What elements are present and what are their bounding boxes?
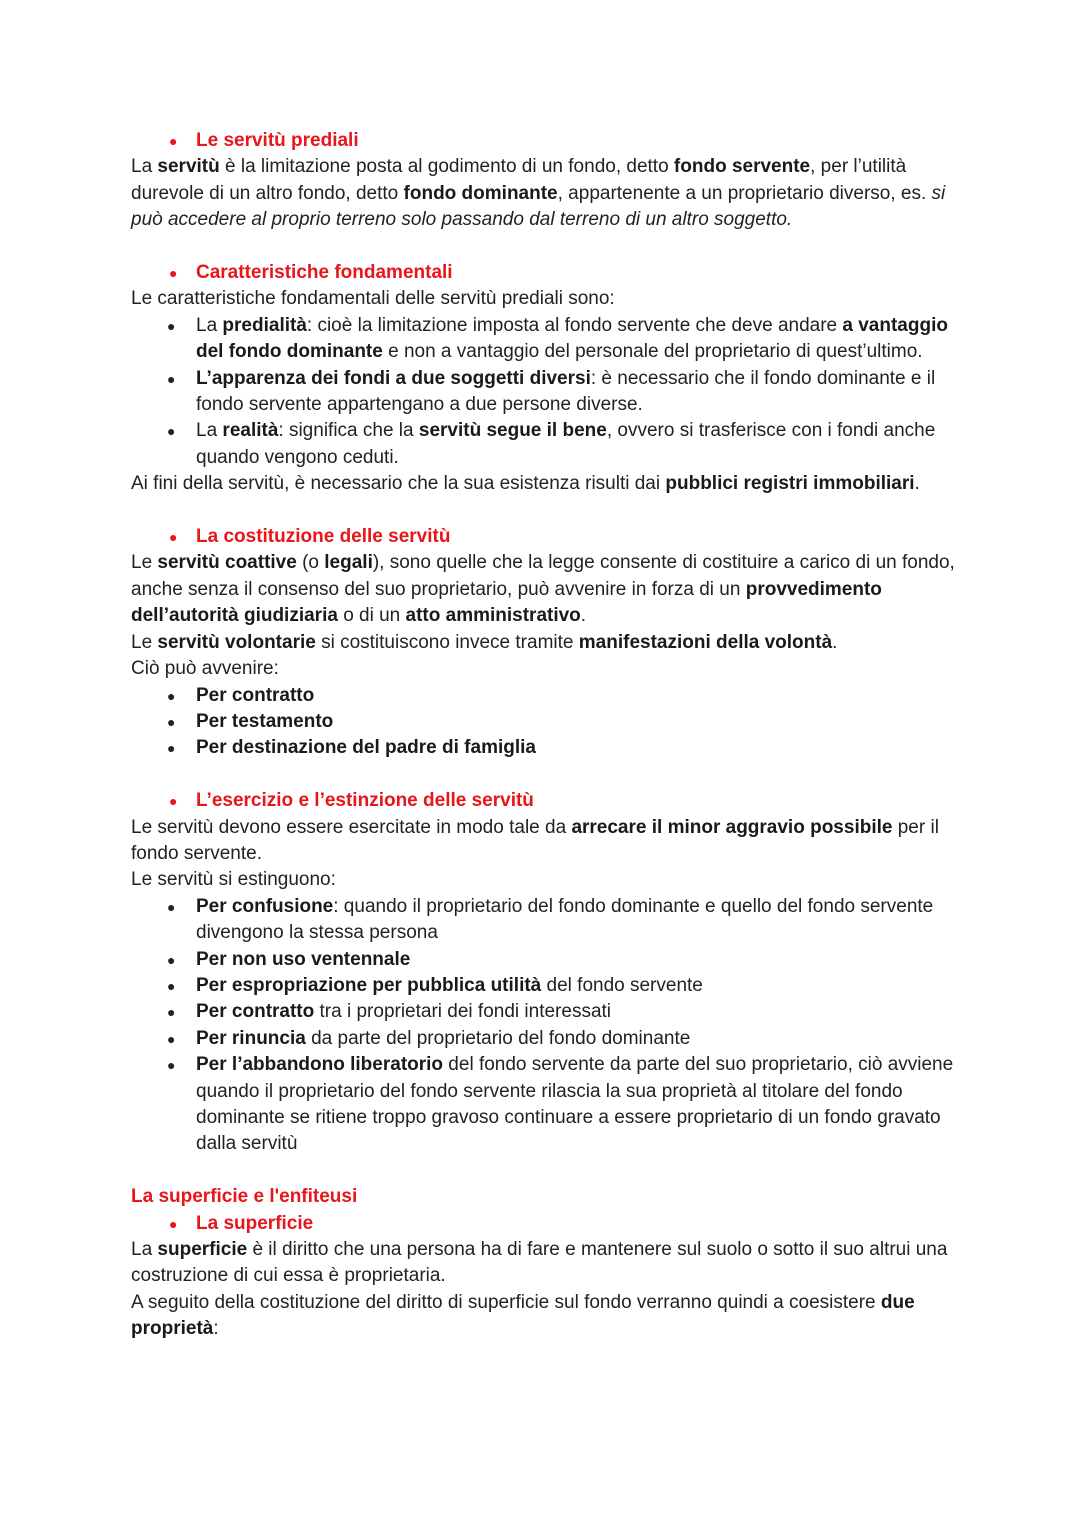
text-run: La [196,420,223,442]
bullet-icon: ● [167,977,176,994]
bullet-icon: ● [169,133,178,149]
bullet-list [131,313,961,471]
bold-text: L’apparenza dei fondi a due soggetti diversi [196,367,591,389]
bold-text: Per espropriazione per pubblica utilità [196,974,542,996]
bullet-icon: ● [169,793,178,810]
bold-text: manifestazioni della volontà [578,631,833,653]
section-heading [131,260,961,286]
text-run: Le [131,552,158,574]
bold-text: Per rinuncia [196,1027,306,1049]
bold-text: atto amministrativo [405,605,581,627]
text-run: , appartenente a un proprietario diverso, es. [557,182,932,204]
section-heading-text: Caratteristiche fondamentali [196,262,453,284]
text-run: e non a vantaggio del personale del proprietario di quest’ultimo. [382,341,923,363]
paragraph [131,1237,961,1290]
text-run: , ovvero si trasferisce con i fondi anche quando vengono ceduti. [196,420,936,468]
section-heading-text: L’esercizio e l’estinzione delle servitù [196,790,534,812]
bold-text: pubblici registri immobiliari [665,473,915,495]
list-item [131,709,961,735]
text-run: è il diritto che una persona ha di fare e mantenere sul suolo o sotto il suo altrui una costruzione di cui essa è proprietaria. [131,1239,948,1287]
spacer [131,762,961,788]
bullet-icon: ● [167,1030,176,1047]
bold-text: predialità [222,314,307,336]
bullet-icon: ● [167,687,176,704]
bold-text: Per testamento [196,710,334,732]
section-heading-text: La costituzione delle servitù [196,526,451,548]
bullet-icon: ● [167,1004,176,1021]
list-item [131,1052,961,1158]
section-heading [131,128,961,154]
text-run: La [196,314,223,336]
bullet-icon: ● [167,423,176,440]
bold-text: Per contratto [196,684,315,706]
text-run: Le servitù devono essere esercitate in modo tale da [131,816,572,838]
paragraph [131,550,961,629]
text-run: del fondo servente [541,974,703,996]
bold-text: due proprietà [131,1291,915,1340]
list-item [131,735,961,761]
bullet-icon: ● [167,317,176,334]
text-run: , per l’utilità durevole di un altro fondo, detto [131,156,907,204]
spacer [131,1158,961,1184]
text-run: da parte del proprietario del fondo dominante [305,1027,691,1049]
bold-text: provvedimento dell’autorità giudiziaria [131,578,882,627]
bullet-icon: ● [167,898,176,915]
bullet-list [131,683,961,762]
bullet-list [131,894,961,1158]
spacer [131,234,961,260]
bullet-icon: ● [169,1215,178,1232]
bold-text: realità [222,420,279,442]
paragraph [131,630,961,656]
bold-text: legali [324,552,373,574]
text-run: : [213,1318,219,1340]
bold-text: Per non uso ventennale [196,948,411,970]
text-run: . [832,631,838,653]
list-item [131,313,961,366]
bullet-icon: ● [169,265,178,282]
text-run: si costituiscono invece tramite [315,631,579,653]
text-run: (o [296,552,325,574]
text-run: : cioè la limitazione imposta al fondo servente che deve andare [306,314,843,336]
bullet-icon: ● [167,1057,176,1074]
bold-text: Per l’abbandono liberatorio [196,1054,444,1076]
bold-text: Per destinazione del padre di famiglia [196,737,536,759]
list-item [131,973,961,999]
text-run: A seguito della costituzione del diritto di superficie sul fondo verranno quindi a coesistere [131,1291,881,1313]
text-run: Ai fini della servitù, è necessario che la sua esistenza risulti dai [131,473,666,495]
bullet-icon: ● [167,740,176,757]
list-item [131,366,961,419]
text-run: . [914,473,920,495]
italic-text: si può accedere al proprio terreno solo passando dal terreno di un altro soggetto. [131,182,946,231]
text-run: ), sono quelle che la legge consente di costituire a carico di un fondo, anche senza il consenso del suo proprietario, può avvenire in forza di un [131,552,955,600]
bullet-icon: ● [167,951,176,968]
section-heading [131,1211,961,1237]
bold-text: servitù [157,156,220,178]
list-intro: Le caratteristiche fondamentali delle servitù prediali sono: [131,288,615,310]
text-run: : quando il proprietario del fondo dominante e quello del fondo servente divengono la stessa persona [196,895,934,944]
text-run: : è necessario che il fondo dominante e il fondo servente appartengano a due persone diverse. [196,367,936,416]
text-run: o di un [337,605,406,627]
paragraph [131,815,961,868]
text-run: tra i proprietari dei fondi interessati [314,1001,612,1023]
bold-text: servitù segue il bene [418,420,607,442]
section-heading [131,524,961,550]
list-item [131,999,961,1025]
bold-text: Per contratto [196,1001,315,1023]
chapter-heading: La superficie e l'enfiteusi [131,1186,358,1208]
list-item [131,947,961,973]
text-run: La [131,156,158,178]
bold-text: arrecare il minor aggravio possibile [571,816,893,838]
list-intro: Ciò può avvenire: [131,658,279,680]
bold-text: superficie [157,1239,248,1260]
bold-text: servitù coattive [157,552,297,574]
bold-text: Per confusione [196,895,334,917]
text-run: del fondo servente da parte del suo proprietario, ciò avviene quando il proprietario del fondo servente rilascia la sua proprietà al titolare del fondo dominante se ritiene troppo gravoso continuare a essere proprietario di un fondo gravato dalla servitù [196,1054,954,1155]
section-heading-text: Le servitù prediali [196,130,359,151]
list-item [131,1026,961,1052]
list-item [131,418,961,471]
bullet-icon: ● [167,370,176,387]
text-run: . [580,605,587,627]
list-intro: Le servitù si estinguono: [131,869,336,891]
text-run: Le [131,631,158,653]
bullet-icon: ● [167,713,176,730]
list-item [131,894,961,947]
bold-text: a vantaggio del fondo dominante [196,314,948,363]
document-body [131,128,961,1343]
text-run: : significa che la [278,420,419,442]
paragraph [131,1290,961,1343]
paragraph [131,154,961,233]
section-heading-text: La superficie [196,1212,314,1234]
bullet-icon: ● [169,529,178,546]
list-item [131,683,961,709]
text-run: La [131,1239,158,1260]
text-run: è la limitazione posta al godimento di un fondo, detto [219,156,674,178]
bold-text: servitù volontarie [157,631,316,653]
section-heading [131,788,961,814]
text-run: per il fondo servente. [131,816,939,864]
bold-text: fondo servente [673,156,811,178]
bold-text: fondo dominante [403,182,558,204]
paragraph [131,471,961,497]
spacer [131,498,961,524]
